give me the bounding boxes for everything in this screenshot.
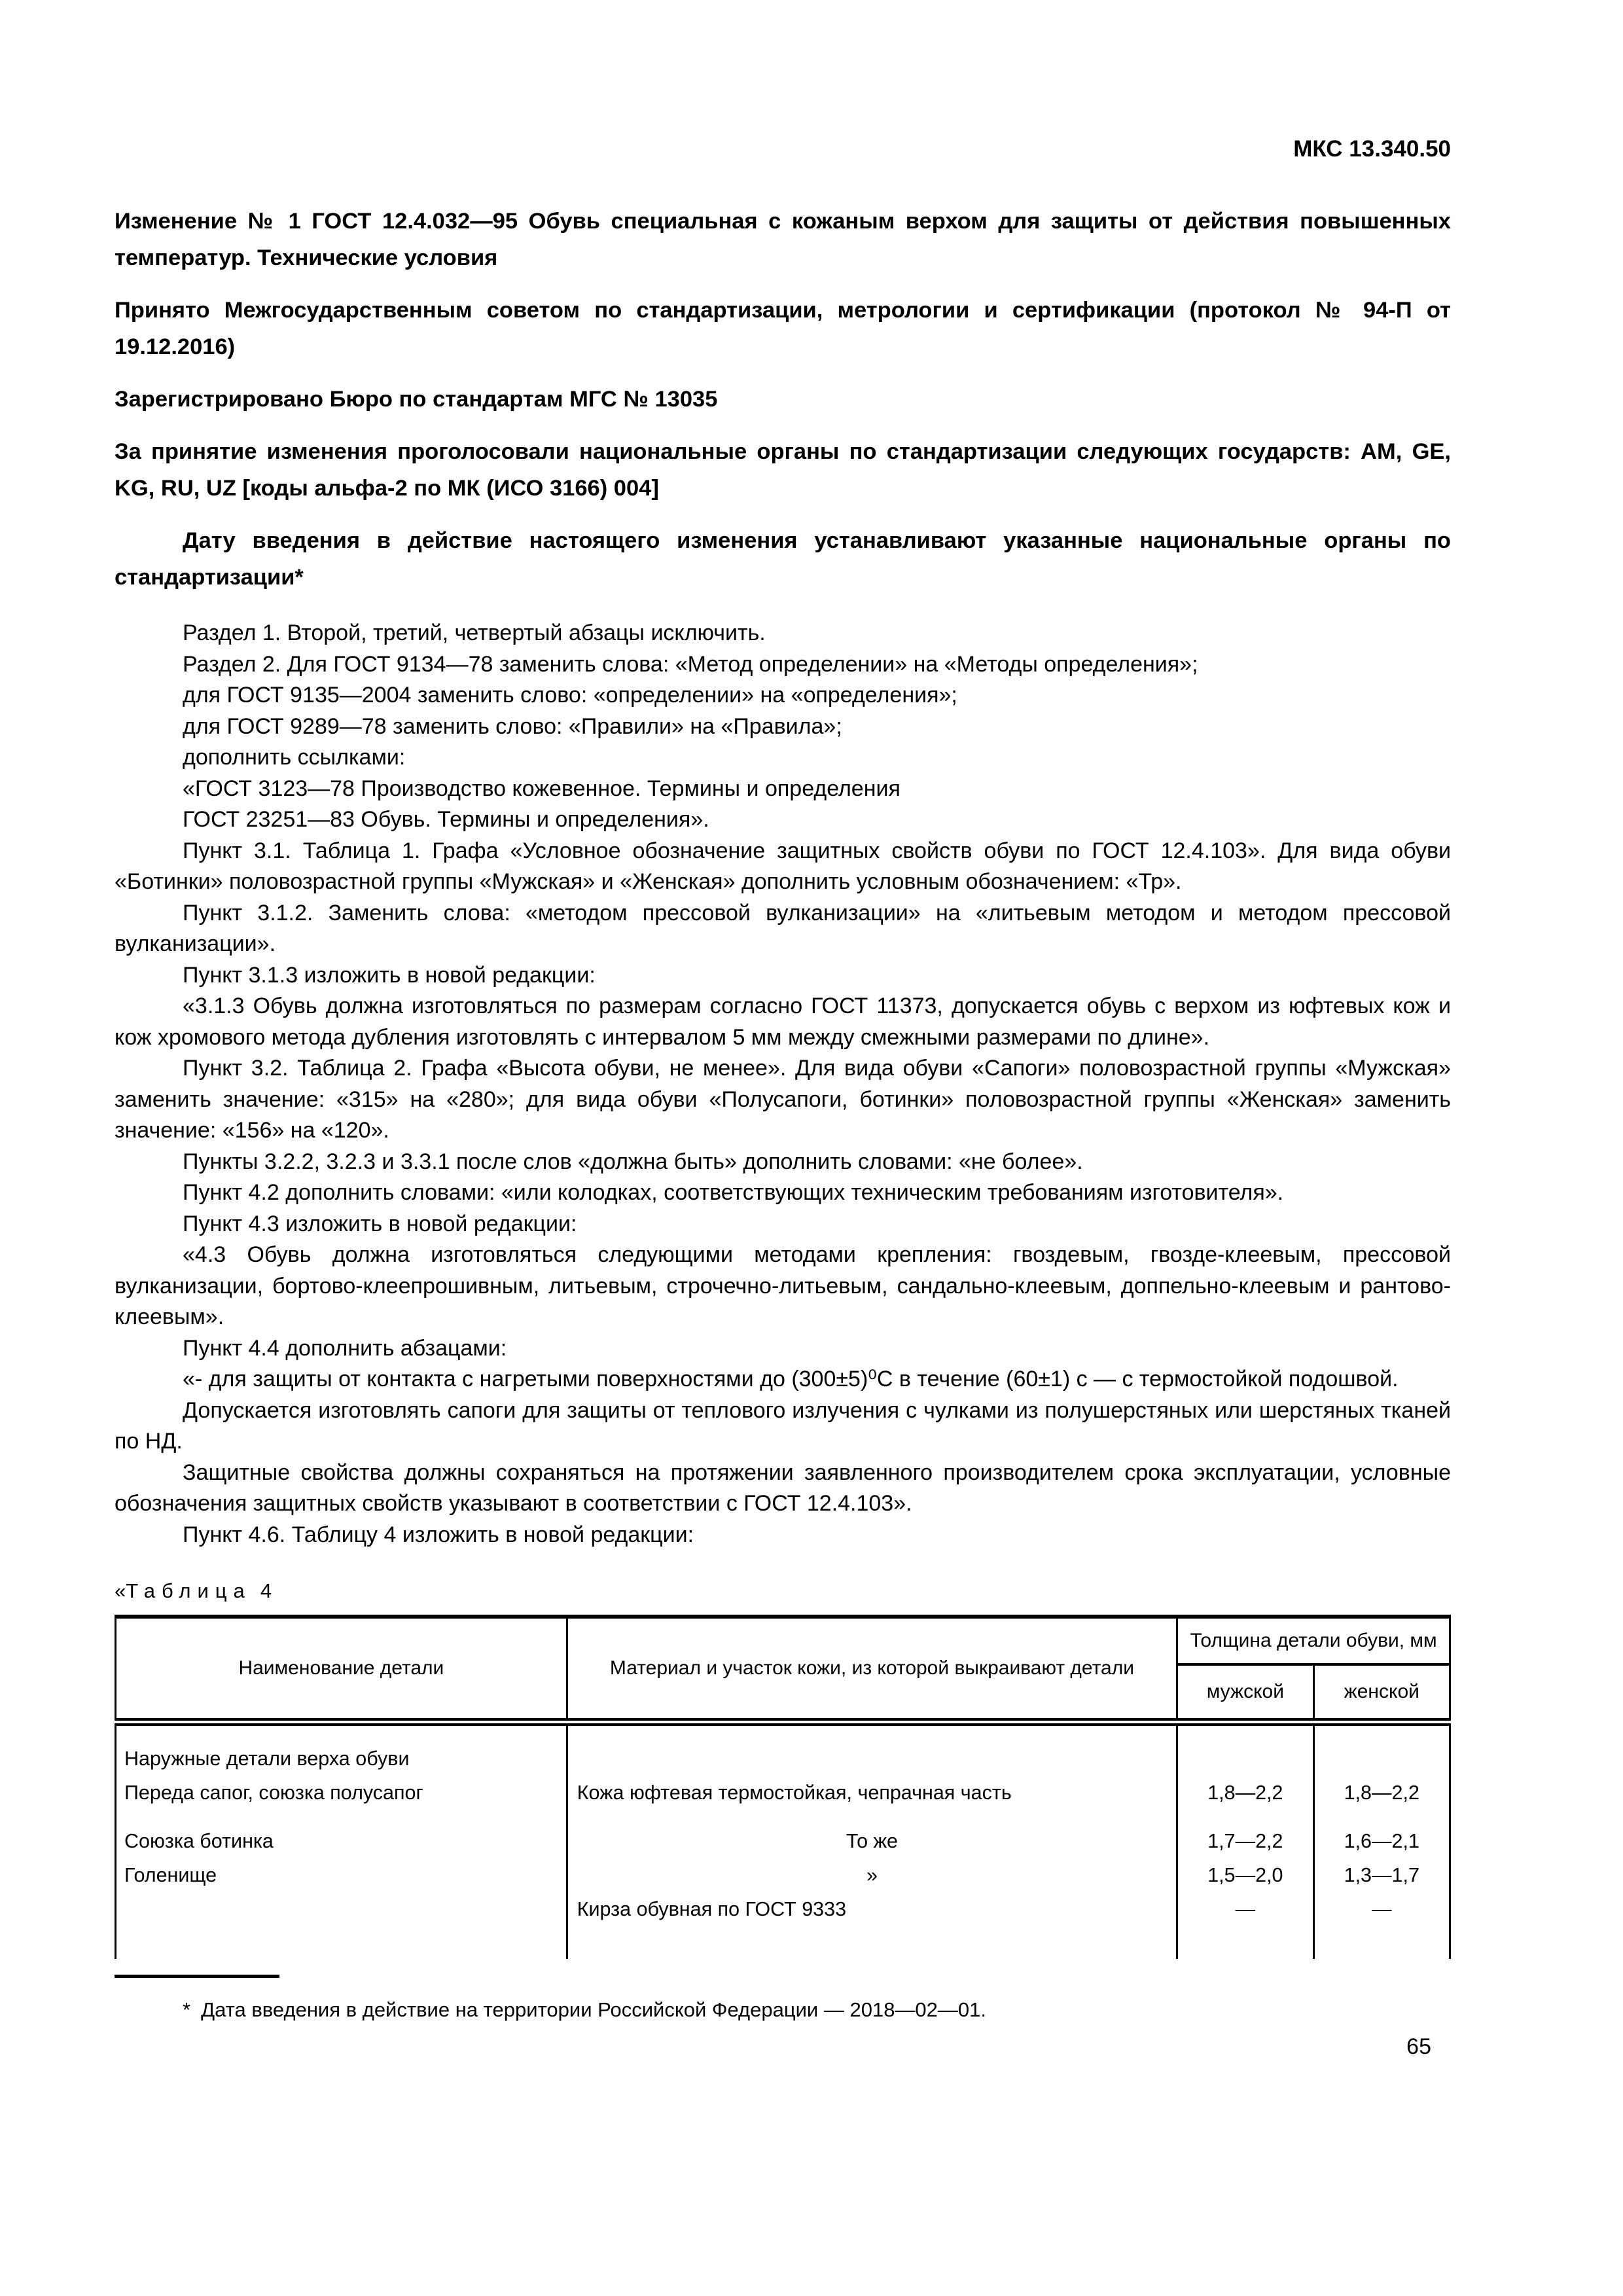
cell-detail-name — [116, 1892, 567, 1959]
cell-thickness-male: 1,8—2,2 — [1177, 1776, 1313, 1810]
table-caption — [115, 1579, 1451, 1603]
cell-material: То же — [567, 1810, 1177, 1858]
body-paragraph-13: Пункты 3.2.2, 3.2.3 и 3.3.1 после слов «должна быть» дополнить словами: «не более». — [183, 1149, 1083, 1174]
body-paragraph-3: для ГОСТ 9135—2004 заменить слово: «определении» на «определения»; — [183, 683, 957, 708]
column-header-female: женской — [1313, 1664, 1450, 1722]
cell-thickness-male: — — [1177, 1892, 1313, 1959]
body-paragraph-21: Пункт 4.6. Таблицу 4 изложить в новой редакции: — [183, 1522, 694, 1547]
column-header-detail-name: Наименование детали — [116, 1617, 567, 1722]
table-row-4 — [116, 1858, 1450, 1892]
cell-thickness-male: 1,7—2,2 — [1177, 1810, 1313, 1858]
cell-thickness-female: 1,3—1,7 — [1313, 1858, 1450, 1892]
body-paragraph-10: Пункт 3.1.3 изложить в новой редакции: — [183, 962, 596, 988]
column-header-thickness: Толщина детали обуви, мм — [1177, 1617, 1450, 1664]
body-paragraph-14: Пункт 4.2 дополнить словами: «или колодках, соответствующих техническим требованиям изготовителя». — [183, 1180, 1284, 1205]
page-number: 65 — [1406, 2034, 1431, 2059]
cell-thickness-female: 1,8—2,2 — [1313, 1776, 1450, 1810]
footnote-text: Дата введения в действие на территории Российской Федерации — 2018—02—01. — [201, 1998, 987, 2021]
amendment-body-section — [115, 618, 1451, 1551]
cell-detail-name: Союзка ботинка — [116, 1810, 567, 1858]
body-paragraph-20: Защитные свойства должны сохраняться на протяжении заявленного производителем срока эксплуатации, условные обозначения защитных свойств указывают в соответствии с ГОСТ 12.4.103». — [115, 1460, 1451, 1516]
body-paragraph-15: Пункт 4.3 изложить в новой редакции: — [183, 1211, 577, 1236]
table-row-1 — [116, 1722, 1450, 1776]
cell-thickness-male: 1,5—2,0 — [1177, 1858, 1313, 1892]
table-caption-quote-mark: « — [115, 1579, 126, 1602]
cell-thickness-female — [1313, 1722, 1450, 1776]
table-row-2 — [116, 1776, 1450, 1810]
cell-material: Кирза обувная по ГОСТ 9333 — [567, 1892, 1177, 1959]
body-paragraph-2: Раздел 2. Для ГОСТ 9134—78 заменить слова: «Метод определении» на «Методы определения»; — [183, 651, 1198, 677]
table-row-3 — [116, 1810, 1450, 1858]
body-paragraph-8: Пункт 3.1. Таблица 1. Графа «Условное обозначение защитных свойств обуви по ГОСТ 12.4.103». Для вида обуви «Ботинки» половозрастной группы «Мужская» и «Женская» дополнить условным обозначением: «Тр». — [115, 838, 1451, 894]
table-4-header — [116, 1617, 1450, 1722]
footnote-divider — [115, 1975, 279, 1978]
cell-detail-name: Переда сапог, союзка полусапог — [116, 1776, 567, 1810]
body-paragraph-11: «3.1.3 Обувь должна изготовляться по размерам согласно ГОСТ 11373, допускается обувь с верхом из юфтевых кож и кож хромового метода дубления изготовлять с интервалом 5 мм между смежными размерами по длине». — [115, 994, 1451, 1050]
lead-paragraph-2: Принято Межгосударственным советом по стандартизации, метрологии и сертификации (протокол № 94-П от 19.12.2016) — [115, 298, 1451, 359]
body-paragraph-1: Раздел 1. Второй, третий, четвертый абзацы исключить. — [183, 620, 766, 645]
lead-paragraph-3: Зарегистрировано Бюро по стандартам МГС № 13035 — [115, 387, 718, 412]
table-row-5 — [116, 1892, 1450, 1959]
body-paragraph-4: для ГОСТ 9289—78 заменить слово: «Правили» на «Правила»; — [183, 713, 842, 739]
table-4-body — [116, 1722, 1450, 1959]
body-paragraph-12: Пункт 3.2. Таблица 2. Графа «Высота обуви, не менее». Для вида обуви «Сапоги» половозрастной группы «Мужская» заменить значение: «315» на «280»; для вида обуви «Полусапоги, ботинки» половозрастной группы «Женская» заменить значение: «156» на «120». — [115, 1056, 1451, 1143]
cell-material — [567, 1722, 1177, 1776]
cell-thickness-male — [1177, 1722, 1313, 1776]
cell-thickness-female: 1,6—2,1 — [1313, 1810, 1450, 1858]
body-paragraph-16: «4.3 Обувь должна изготовляться следующими методами крепления: гвоздевым, гвозде-клеевым, прессовой вулканизации, бортово-клеепрошивным, литьевым, строчечно-литьевым, сандально-клеевым, доппельно-клеевым и рантово-клеевым». — [115, 1242, 1451, 1329]
body-paragraph-19: Допускается изготовлять сапоги для защиты от теплового излучения с чулками из полушерстяных или шерстяных тканей по НД. — [115, 1397, 1451, 1454]
column-header-male: мужской — [1177, 1664, 1313, 1722]
footnote-marker: * — [183, 1998, 191, 2021]
cell-detail-name: Голенище — [116, 1858, 567, 1892]
lead-paragraph-1: Изменение № 1 ГОСТ 12.4.032—95 Обувь специальная с кожаным верхом для защиты от действия повышенных температур. Технические условия — [115, 209, 1451, 270]
table-caption-word: Таблица — [126, 1579, 251, 1602]
table-4 — [115, 1615, 1451, 1959]
standard-classification-code: МКС 13.340.50 — [1293, 136, 1451, 162]
body-paragraph-5: дополнить ссылками: — [183, 745, 406, 770]
body-paragraph-18: «- для защиты от контакта с нагретыми поверхностями до (300±5)⁰С в течение (60±1) с — с термостойкой подошвой. — [183, 1367, 1399, 1391]
cell-material: Кожа юфтевая термостойкая, чепрачная часть — [567, 1776, 1177, 1810]
cell-detail-name: Наружные детали верха обуви — [116, 1722, 567, 1776]
column-header-material: Материал и участок кожи, из которой выкраивают детали — [567, 1617, 1177, 1722]
cell-material: » — [567, 1858, 1177, 1892]
cell-thickness-female: — — [1313, 1892, 1450, 1959]
body-paragraph-7: ГОСТ 23251—83 Обувь. Термины и определения». — [183, 807, 709, 832]
lead-paragraph-4: За принятие изменения проголосовали национальные органы по стандартизации следующих государств: AM, GE, KG, RU, UZ [коды альфа-2 по МК (ИСО 3166) 004] — [115, 439, 1451, 501]
body-paragraph-6: «ГОСТ 3123—78 Производство кожевенное. Термины и определения — [183, 776, 901, 801]
amendment-header-section — [115, 203, 1451, 596]
footnote — [115, 1996, 1451, 2024]
table-caption-number: 4 — [260, 1579, 272, 1602]
lead-paragraph-5: Дату введения в действие настоящего изменения устанавливают указанные национальные органы по стандартизации* — [115, 528, 1451, 590]
body-paragraph-17: Пункт 4.4 дополнить абзацами: — [183, 1335, 507, 1361]
body-paragraph-9: Пункт 3.1.2. Заменить слова: «методом прессовой вулканизации» на «литьевым методом и методом прессовой вулканизации». — [115, 900, 1451, 956]
